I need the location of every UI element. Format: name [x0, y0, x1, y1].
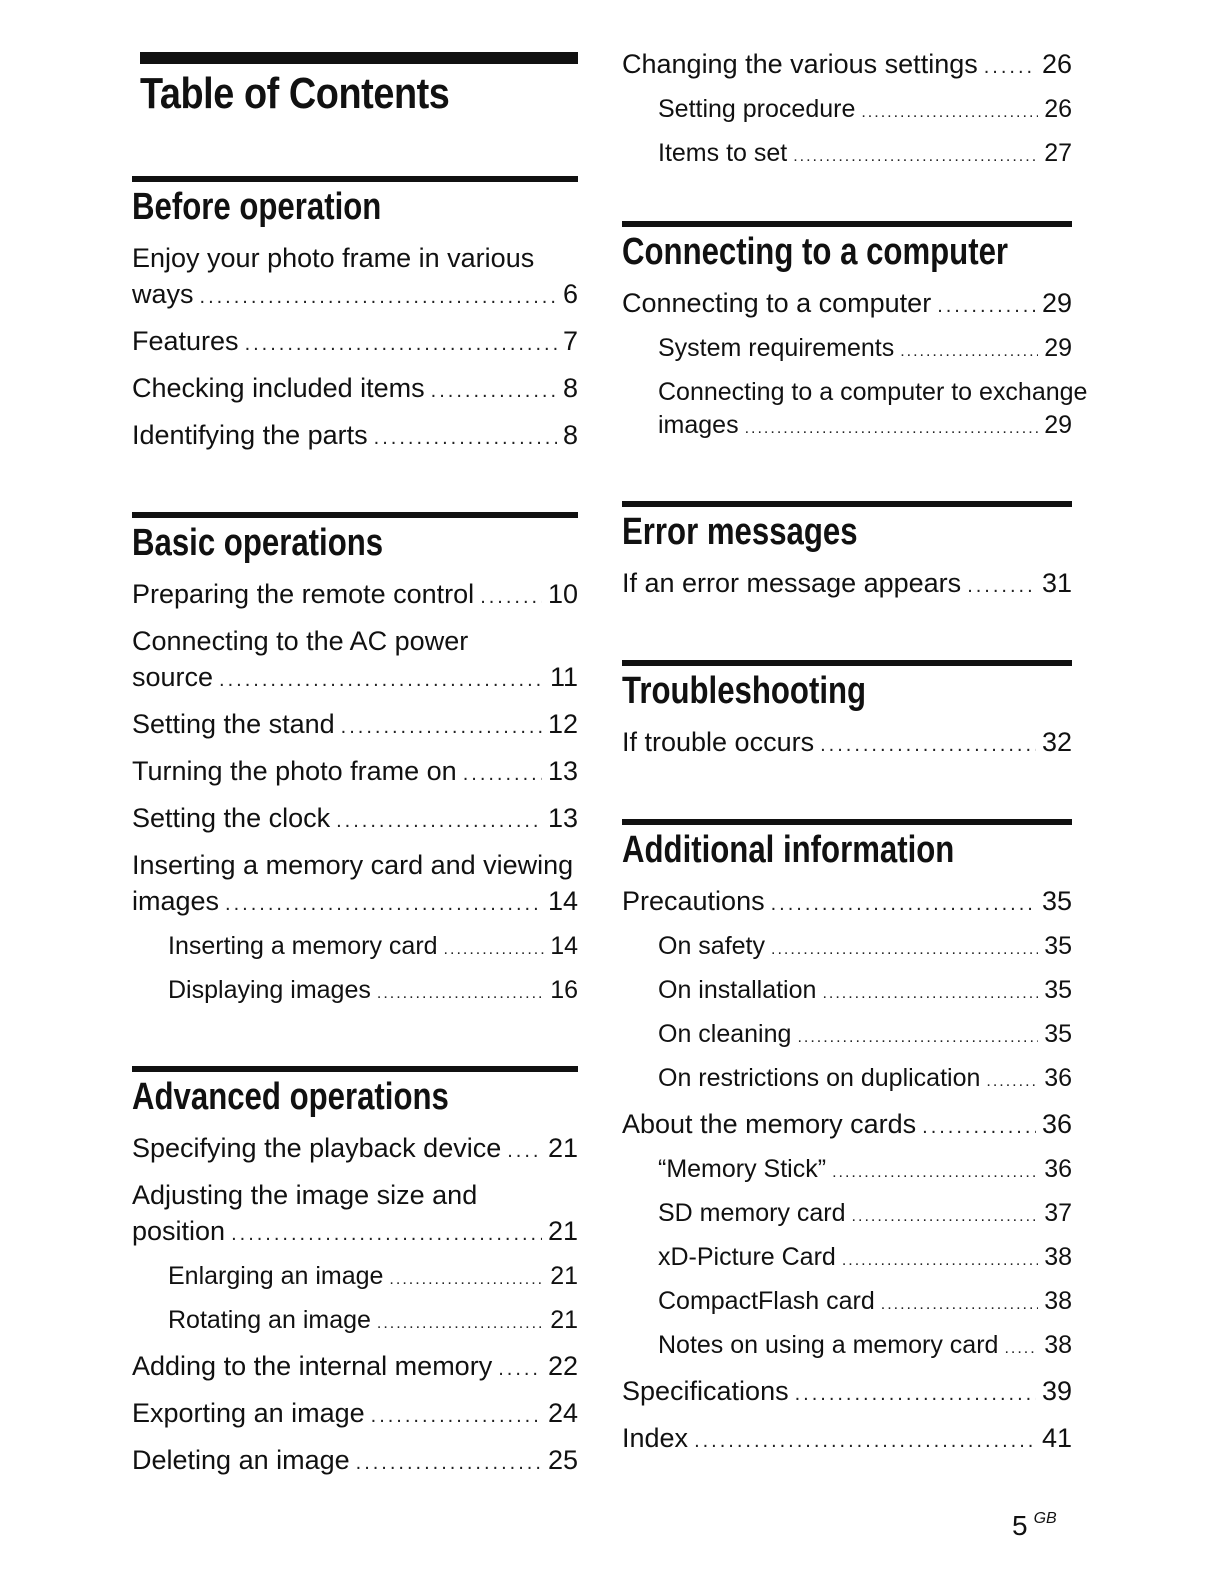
- entry-page-number: 10: [547, 579, 578, 609]
- toc-entry[interactable]: [622, 1106, 1072, 1145]
- dot-leader: [937, 288, 1036, 324]
- entry-page-number: 21: [547, 1216, 578, 1246]
- entry-label: ways: [132, 279, 194, 309]
- entry-page-number: 13: [547, 803, 578, 833]
- entry-page-number: 24: [547, 1398, 578, 1428]
- toc-subentry[interactable]: [658, 1329, 1072, 1365]
- entry-page-number: 11: [549, 662, 578, 692]
- entry-label: Connecting to a computer: [622, 288, 932, 318]
- toc-subentry[interactable]: [658, 376, 1088, 445]
- entry-page-number: 16: [550, 976, 578, 1004]
- dot-leader: [371, 1398, 542, 1434]
- entry-label-line1: Enjoy your photo frame in various: [132, 243, 535, 273]
- entry-label: Setting the stand: [132, 709, 335, 739]
- dot-leader: [1004, 1332, 1038, 1365]
- page-suffix: GB: [1033, 1510, 1057, 1527]
- entry-label: CompactFlash card: [658, 1287, 875, 1315]
- dot-leader: [341, 709, 542, 745]
- dot-leader: [771, 933, 1038, 966]
- entry-label: Enlarging an image: [168, 1262, 384, 1290]
- entry-page-number: 38: [1044, 1287, 1072, 1315]
- dot-leader: [225, 886, 542, 922]
- dot-leader: [793, 140, 1038, 173]
- page-title-block: [140, 52, 578, 116]
- toc-entry[interactable]: [132, 1442, 578, 1481]
- toc-entry[interactable]: [622, 883, 1072, 922]
- dot-leader: [377, 1307, 544, 1340]
- toc-entry[interactable]: [132, 623, 578, 698]
- toc-entry[interactable]: [132, 706, 578, 745]
- toc-subentry[interactable]: [658, 930, 1072, 966]
- entry-label: Index: [622, 1423, 689, 1453]
- dot-leader: [356, 1445, 542, 1481]
- toc-entry[interactable]: [132, 417, 578, 456]
- toc-subentry[interactable]: [658, 332, 1072, 368]
- toc-section: [622, 221, 1088, 445]
- entry-page-number: 35: [1044, 976, 1072, 1004]
- page-number: 5: [1012, 1510, 1028, 1541]
- entry-page-number: 8: [562, 373, 578, 403]
- entry-page-number: 29: [1041, 288, 1072, 318]
- entry-page-number: 21: [550, 1262, 578, 1290]
- entry-page-number: 29: [1044, 411, 1072, 439]
- entry-page-number: 41: [1041, 1423, 1072, 1453]
- toc-entry[interactable]: [132, 240, 578, 315]
- dot-leader: [431, 373, 557, 409]
- entry-label: Deleting an image: [132, 1445, 350, 1475]
- dot-leader: [336, 803, 542, 839]
- entry-label-line1: Adjusting the image size and: [132, 1180, 478, 1210]
- entry-page-number: 22: [547, 1351, 578, 1381]
- toc-entry[interactable]: [132, 1348, 578, 1387]
- entry-label: Adding to the internal memory: [132, 1351, 493, 1381]
- section-rule: [622, 501, 1072, 507]
- entry-label: Preparing the remote control: [132, 579, 475, 609]
- toc-entry[interactable]: [132, 1130, 578, 1169]
- dot-leader: [842, 1244, 1038, 1277]
- toc-subentry[interactable]: [658, 1197, 1072, 1233]
- dot-leader: [200, 279, 557, 315]
- toc-section: [132, 1066, 578, 1481]
- entry-label: Changing the various settings: [622, 49, 978, 79]
- entry-label: Rotating an image: [168, 1306, 371, 1334]
- left-column: [132, 176, 578, 1537]
- entry-page-number: 26: [1044, 95, 1072, 123]
- toc-entry[interactable]: [622, 285, 1072, 324]
- section-heading: Additional information: [622, 829, 955, 871]
- dot-leader: [986, 1065, 1038, 1098]
- toc-entry[interactable]: [132, 576, 578, 615]
- entry-label-line2: [132, 1213, 578, 1252]
- toc-subentry[interactable]: [168, 930, 578, 966]
- dot-leader: [820, 727, 1036, 763]
- entry-page-number: 31: [1041, 568, 1072, 598]
- entry-label: Turning the photo frame on: [132, 756, 457, 786]
- entry-page-number: 26: [1041, 49, 1072, 79]
- toc-section: [132, 512, 578, 1010]
- toc-entry[interactable]: [132, 847, 578, 922]
- entry-label: Notes on using a memory card: [658, 1331, 999, 1359]
- toc-subentry[interactable]: [168, 974, 578, 1010]
- entry-label-line1: Connecting to the AC power: [132, 626, 469, 656]
- entry-label: “Memory Stick”: [658, 1155, 827, 1183]
- entry-page-number: 6: [562, 279, 578, 309]
- entry-label-line2: [132, 276, 578, 315]
- entry-page-number: 25: [547, 1445, 578, 1475]
- toc-subentry[interactable]: [658, 1241, 1072, 1277]
- dot-leader: [771, 886, 1036, 922]
- entry-label: On cleaning: [658, 1020, 792, 1048]
- dot-leader: [507, 1133, 542, 1169]
- entry-page-number: 21: [547, 1133, 578, 1163]
- dot-leader: [861, 96, 1038, 129]
- toc-entry[interactable]: [132, 323, 578, 362]
- toc-section: [622, 660, 1072, 763]
- entry-page-number: 29: [1044, 334, 1072, 362]
- toc-subentry[interactable]: [658, 974, 1072, 1010]
- toc-entry[interactable]: [622, 1420, 1072, 1459]
- toc-section: [622, 819, 1072, 1459]
- entry-label: About the memory cards: [622, 1109, 917, 1139]
- dot-leader: [832, 1156, 1038, 1189]
- section-rule: [132, 512, 578, 518]
- dot-leader: [881, 1288, 1038, 1321]
- entry-label: Identifying the parts: [132, 420, 368, 450]
- entry-label: Items to set: [658, 139, 788, 167]
- section-heading: Error messages: [622, 511, 858, 553]
- entry-label: Specifications: [622, 1376, 789, 1406]
- entry-page-number: 38: [1044, 1331, 1072, 1359]
- toc-section: [132, 176, 578, 456]
- entry-page-number: 37: [1044, 1199, 1072, 1227]
- section-rule: [132, 1066, 578, 1072]
- right-top-entries: [622, 46, 1072, 173]
- right-sections: [622, 221, 1088, 1459]
- entry-label: Features: [132, 326, 239, 356]
- entry-page-number: 36: [1041, 1109, 1072, 1139]
- entry-label-line2: [132, 883, 578, 922]
- entry-page-number: 21: [550, 1306, 578, 1334]
- dot-leader: [374, 420, 557, 456]
- entry-page-number: 12: [547, 709, 578, 739]
- dot-leader: [444, 933, 545, 966]
- section-heading: Advanced operations: [132, 1076, 449, 1118]
- entry-label: If an error message appears: [622, 568, 962, 598]
- entry-label: Displaying images: [168, 976, 371, 1004]
- toc-subentry[interactable]: [658, 93, 1072, 129]
- entry-label: SD memory card: [658, 1199, 846, 1227]
- title-rule: [140, 52, 578, 64]
- entry-label: images: [132, 886, 220, 916]
- section-rule: [622, 660, 1072, 666]
- entry-page-number: 32: [1041, 727, 1072, 757]
- dot-leader: [797, 1021, 1038, 1054]
- section-rule: [622, 221, 1072, 227]
- entry-label: On installation: [658, 976, 817, 1004]
- toc-entry[interactable]: [622, 46, 1072, 85]
- entry-label: xD-Picture Card: [658, 1243, 836, 1271]
- toc-subentry[interactable]: [658, 1062, 1072, 1098]
- entry-label: Inserting a memory card: [168, 932, 438, 960]
- page-title: Table of Contents: [140, 69, 450, 118]
- dot-leader: [389, 1263, 544, 1296]
- toc-entry[interactable]: [132, 370, 578, 409]
- entry-label-line1: Connecting to a computer to exchange: [658, 378, 1088, 406]
- toc-section: [622, 501, 1072, 604]
- entry-label: Setting the clock: [132, 803, 331, 833]
- entry-label: Precautions: [622, 886, 765, 916]
- section-heading: Connecting to a computer: [622, 231, 1009, 273]
- entry-label: On restrictions on duplication: [658, 1064, 981, 1092]
- entry-label-line2: [132, 659, 578, 698]
- toc-subentry[interactable]: [658, 1018, 1072, 1054]
- toc-entry[interactable]: [132, 753, 578, 792]
- dot-leader: [795, 1376, 1036, 1412]
- section-heading: Before operation: [132, 186, 382, 228]
- page-footer: [1012, 1510, 1057, 1542]
- dot-leader: [984, 49, 1036, 85]
- entry-label: Exporting an image: [132, 1398, 365, 1428]
- entry-page-number: 35: [1044, 932, 1072, 960]
- dot-leader: [463, 756, 542, 792]
- entry-label: position: [132, 1216, 226, 1246]
- entry-page-number: 36: [1044, 1155, 1072, 1183]
- entry-page-number: 36: [1044, 1064, 1072, 1092]
- entry-page-number: 27: [1044, 139, 1072, 167]
- toc-subentry[interactable]: [168, 1304, 578, 1340]
- entry-page-number: 13: [547, 756, 578, 786]
- entry-label: System requirements: [658, 334, 895, 362]
- entry-label-line2: [658, 409, 1072, 445]
- dot-leader: [852, 1200, 1039, 1233]
- entry-label: On safety: [658, 932, 765, 960]
- dot-leader: [245, 326, 557, 362]
- dot-leader: [694, 1423, 1036, 1459]
- toc-entry[interactable]: [622, 724, 1072, 763]
- section-rule: [132, 176, 578, 182]
- dot-leader: [822, 977, 1038, 1010]
- toc-subentry[interactable]: [658, 1285, 1072, 1321]
- toc-entry[interactable]: [622, 565, 1072, 604]
- toc-entry[interactable]: [132, 800, 578, 839]
- dot-leader: [967, 568, 1036, 604]
- toc-subentry[interactable]: [658, 1153, 1072, 1189]
- entry-page-number: 39: [1041, 1376, 1072, 1406]
- entry-label: Specifying the playback device: [132, 1133, 502, 1163]
- entry-page-number: 38: [1044, 1243, 1072, 1271]
- toc-subentry[interactable]: [168, 1260, 578, 1296]
- dot-leader: [498, 1351, 542, 1387]
- dot-leader: [231, 1216, 542, 1252]
- entry-label-line1: Inserting a memory card and viewing: [132, 850, 574, 880]
- section-heading: Basic operations: [132, 522, 384, 564]
- dot-leader: [377, 977, 544, 1010]
- toc-entry[interactable]: [132, 1177, 578, 1252]
- toc-subentry[interactable]: [658, 137, 1072, 173]
- section-rule: [622, 819, 1072, 825]
- entry-page-number: 14: [550, 932, 578, 960]
- entry-label: Setting procedure: [658, 95, 856, 123]
- dot-leader: [480, 579, 542, 615]
- dot-leader: [922, 1109, 1036, 1145]
- right-column: [622, 46, 1088, 1515]
- toc-entry[interactable]: [132, 1395, 578, 1434]
- dot-leader: [219, 662, 544, 698]
- entry-label: If trouble occurs: [622, 727, 815, 757]
- entry-page-number: 7: [562, 326, 578, 356]
- entry-page-number: 35: [1044, 1020, 1072, 1048]
- dot-leader: [900, 335, 1038, 368]
- entry-label: Checking included items: [132, 373, 425, 403]
- dot-leader: [745, 412, 1039, 445]
- entry-page-number: 35: [1041, 886, 1072, 916]
- entry-label: source: [132, 662, 214, 692]
- entry-page-number: 8: [562, 420, 578, 450]
- entry-page-number: 14: [547, 886, 578, 916]
- toc-entry[interactable]: [622, 1373, 1072, 1412]
- section-heading: Troubleshooting: [622, 670, 867, 712]
- entry-label: images: [658, 411, 739, 439]
